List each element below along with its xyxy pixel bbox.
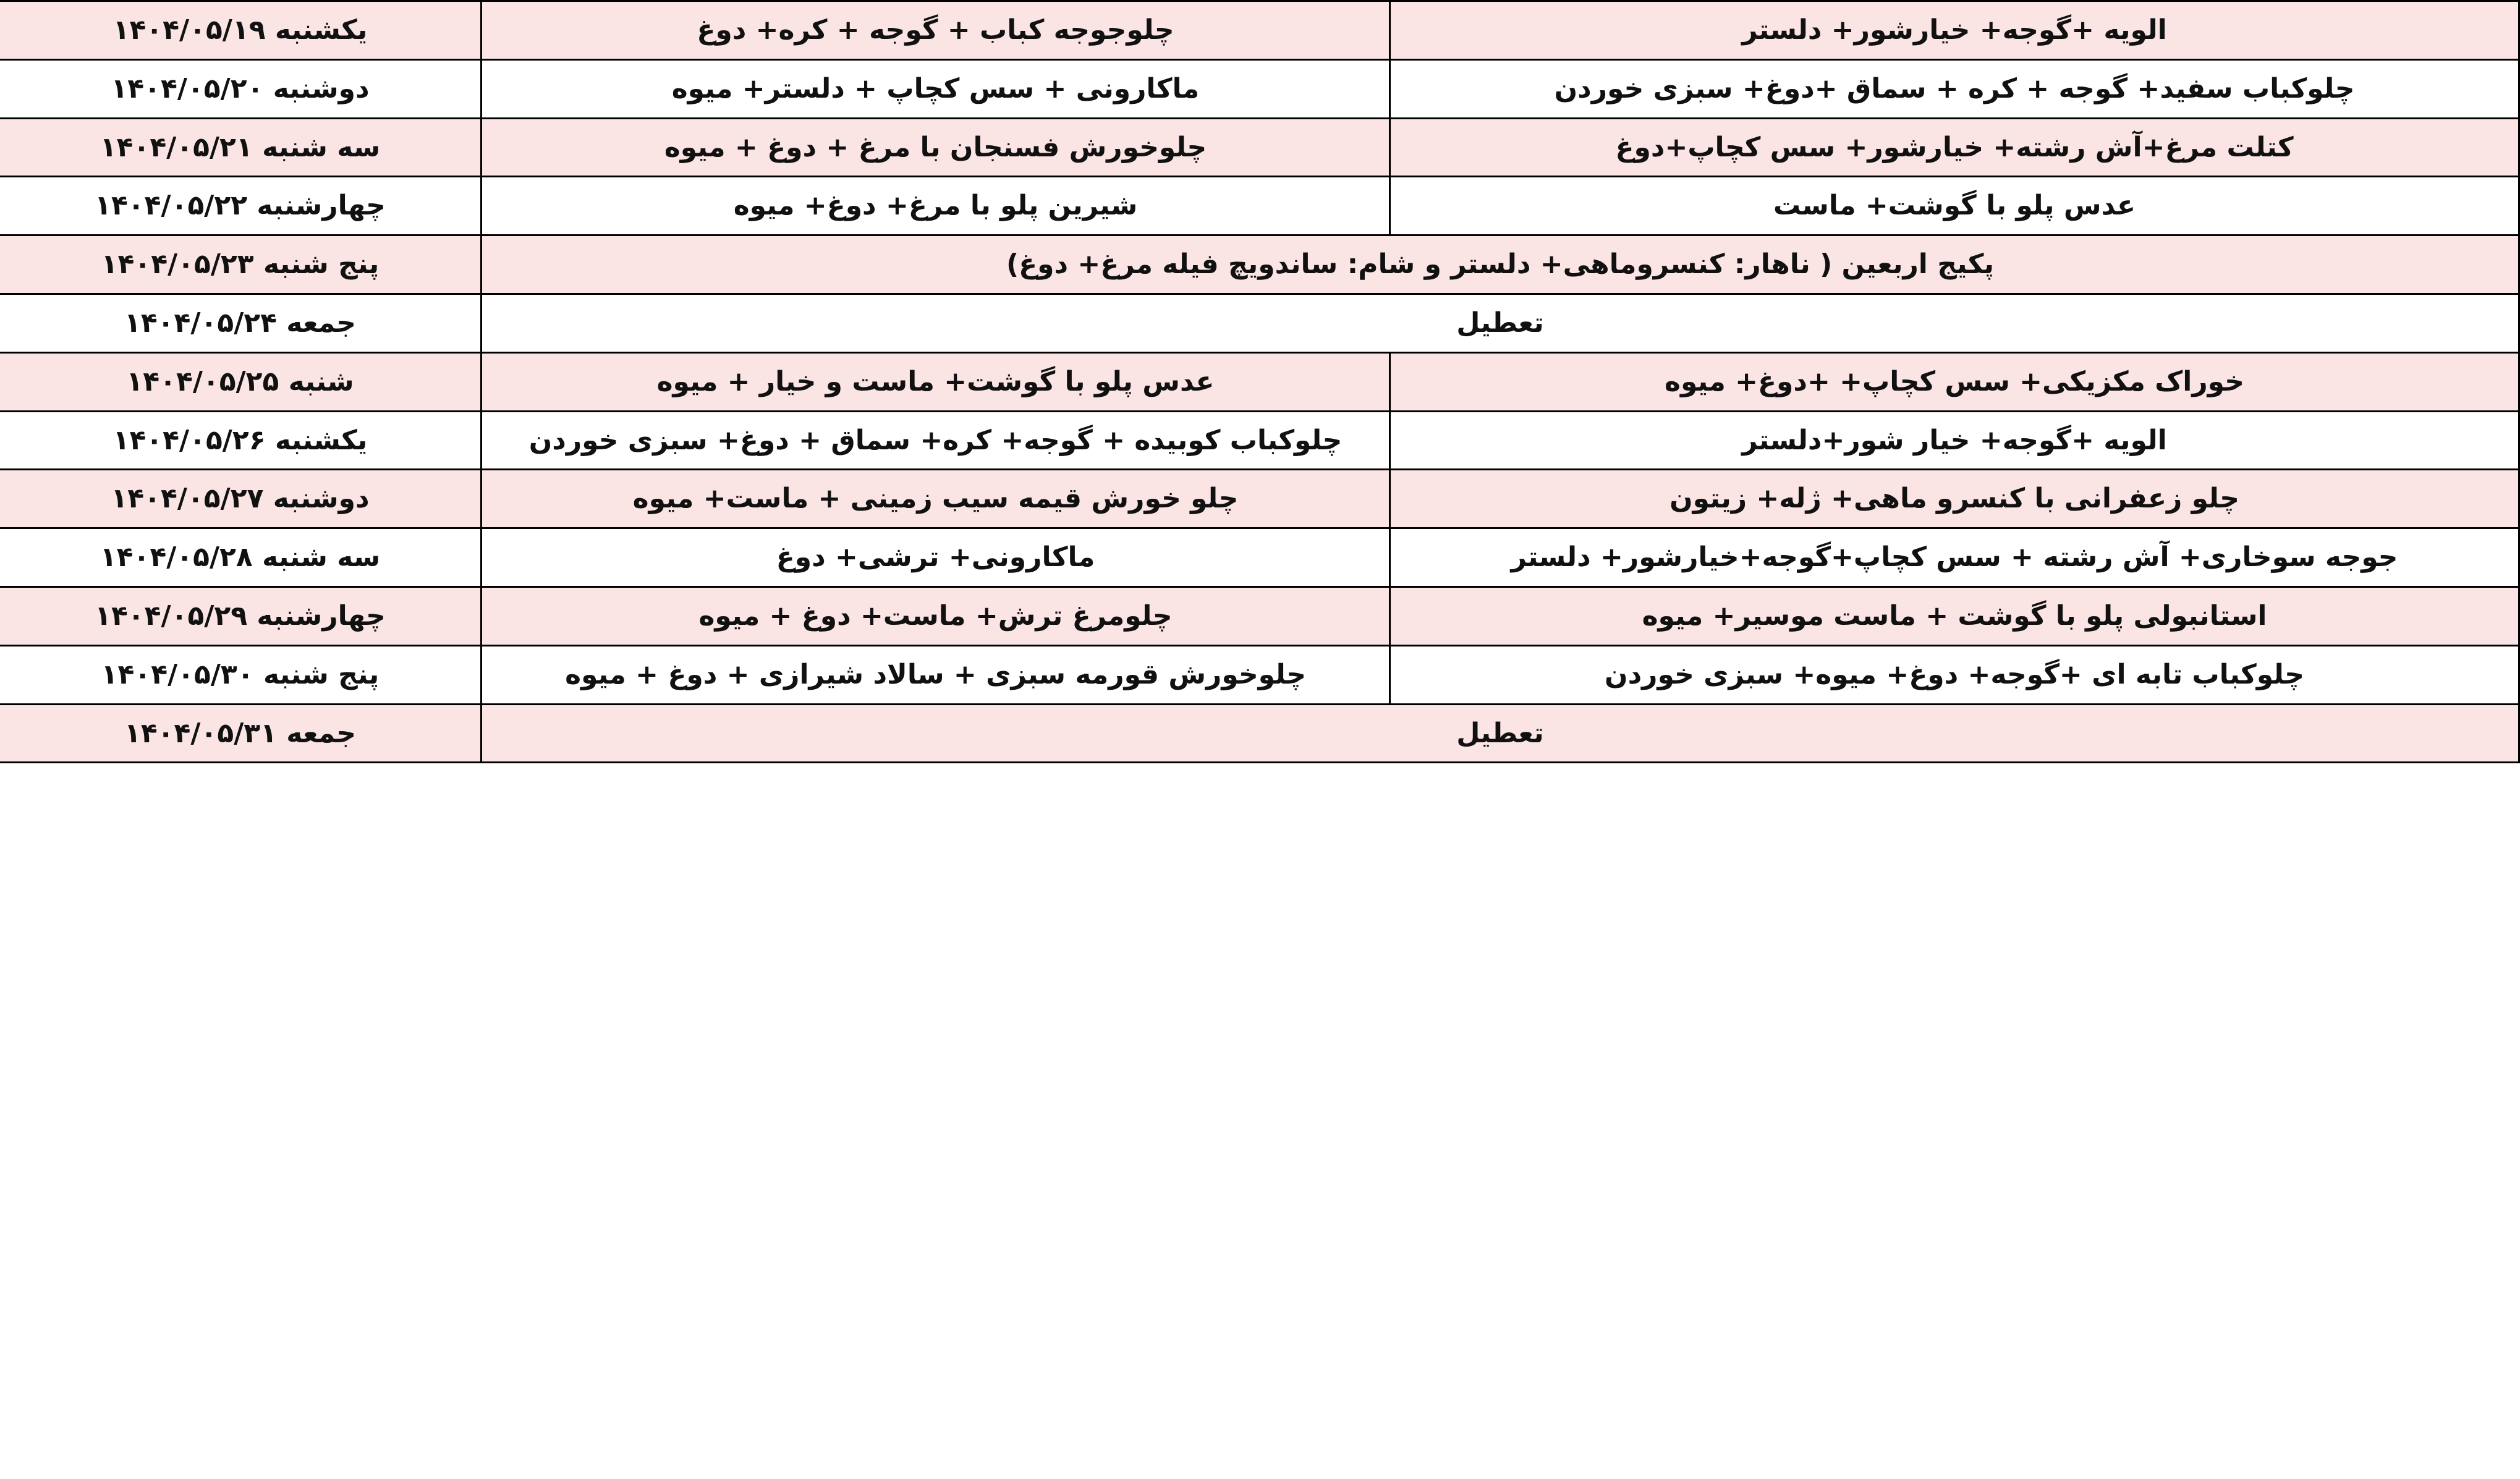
meal-cell-full-day: تعطیل <box>482 294 2519 352</box>
lunch-cell: شیرین پلو با مرغ+ دوغ+ میوه <box>482 177 1390 235</box>
lunch-cell: چلومرغ ترش+ ماست+ دوغ + میوه <box>482 587 1390 645</box>
date-cell: جمعه ۱۴۰۴/۰۵/۳۱ <box>0 704 482 763</box>
table-row <box>0 59 2519 118</box>
meal-cell-full-day: تعطیل <box>482 704 2519 763</box>
date-cell: یکشنبه ۱۴۰۴/۰۵/۲۶ <box>0 411 482 470</box>
date-cell: دوشنبه ۱۴۰۴/۰۵/۲۰ <box>0 59 482 118</box>
lunch-cell: عدس پلو با گوشت+ ماست و خیار + میوه <box>482 352 1390 411</box>
table-row <box>0 177 2519 235</box>
table-row <box>0 645 2519 704</box>
date-cell: پنج شنبه ۱۴۰۴/۰۵/۲۳ <box>0 235 482 294</box>
table-body <box>0 1 2519 763</box>
lunch-cell: چلوجوجه کباب + گوجه + کره+ دوغ <box>482 1 1390 60</box>
dinner-cell: خوراک مکزیکی+ سس کچاپ+ +دوغ+ میوه <box>1390 352 2519 411</box>
dinner-cell: کتلت مرغ+آش رشته+ خیارشور+ سس کچاپ+دوغ <box>1390 118 2519 177</box>
lunch-cell: چلوخورش قورمه سبزی + سالاد شیرازی + دوغ + میوه <box>482 645 1390 704</box>
lunch-cell: چلوخورش فسنجان با مرغ + دوغ + میوه <box>482 118 1390 177</box>
table-row <box>0 294 2519 352</box>
date-cell: دوشنبه ۱۴۰۴/۰۵/۲۷ <box>0 470 482 528</box>
table-row <box>0 118 2519 177</box>
date-cell: پنج شنبه ۱۴۰۴/۰۵/۳۰ <box>0 645 482 704</box>
table-row <box>0 235 2519 294</box>
dinner-cell: عدس پلو با گوشت+ ماست <box>1390 177 2519 235</box>
date-cell: جمعه ۱۴۰۴/۰۵/۲۴ <box>0 294 482 352</box>
dinner-cell: الویه +گوجه+ خیار شور+دلستر <box>1390 411 2519 470</box>
table-row <box>0 1 2519 60</box>
lunch-cell: ماکارونی + سس کچاپ + دلستر+ میوه <box>482 59 1390 118</box>
date-cell: یکشنبه ۱۴۰۴/۰۵/۱۹ <box>0 1 482 60</box>
date-cell: چهارشنبه ۱۴۰۴/۰۵/۲۲ <box>0 177 482 235</box>
dinner-cell: چلو زعفرانی با کنسرو ماهی+ ژله+ زیتون <box>1390 470 2519 528</box>
date-cell: سه شنبه ۱۴۰۴/۰۵/۲۱ <box>0 118 482 177</box>
lunch-cell: چلوکباب کوبیده + گوجه+ کره+ سماق + دوغ+ سبزی خوردن <box>482 411 1390 470</box>
dinner-cell: چلوکباب تابه ای +گوجه+ دوغ+ میوه+ سبزی خوردن <box>1390 645 2519 704</box>
table-row <box>0 470 2519 528</box>
table-row <box>0 411 2519 470</box>
date-cell: سه شنبه ۱۴۰۴/۰۵/۲۸ <box>0 528 482 587</box>
lunch-cell: ماکارونی+ ترشی+ دوغ <box>482 528 1390 587</box>
dinner-cell: الویه +گوجه+ خیارشور+ دلستر <box>1390 1 2519 60</box>
table-row <box>0 587 2519 645</box>
date-cell: شنبه ۱۴۰۴/۰۵/۲۵ <box>0 352 482 411</box>
lunch-cell: چلو خورش قیمه سیب زمینی + ماست+ میوه <box>482 470 1390 528</box>
dinner-cell: چلوکباب سفید+ گوجه + کره + سماق +دوغ+ سبزی خوردن <box>1390 59 2519 118</box>
table-row <box>0 528 2519 587</box>
dinner-cell: استانبولی پلو با گوشت + ماست موسیر+ میوه <box>1390 587 2519 645</box>
dinner-cell: جوجه سوخاری+ آش رشته + سس کچاپ+گوجه+خیارشور+ دلستر <box>1390 528 2519 587</box>
table-row <box>0 352 2519 411</box>
date-cell: چهارشنبه ۱۴۰۴/۰۵/۲۹ <box>0 587 482 645</box>
table-row <box>0 704 2519 763</box>
meal-cell-full-day: پکیج اربعین ( ناهار: کنسروماهی+ دلستر و شام: ساندویچ فیله مرغ+ دوغ) <box>482 235 2519 294</box>
